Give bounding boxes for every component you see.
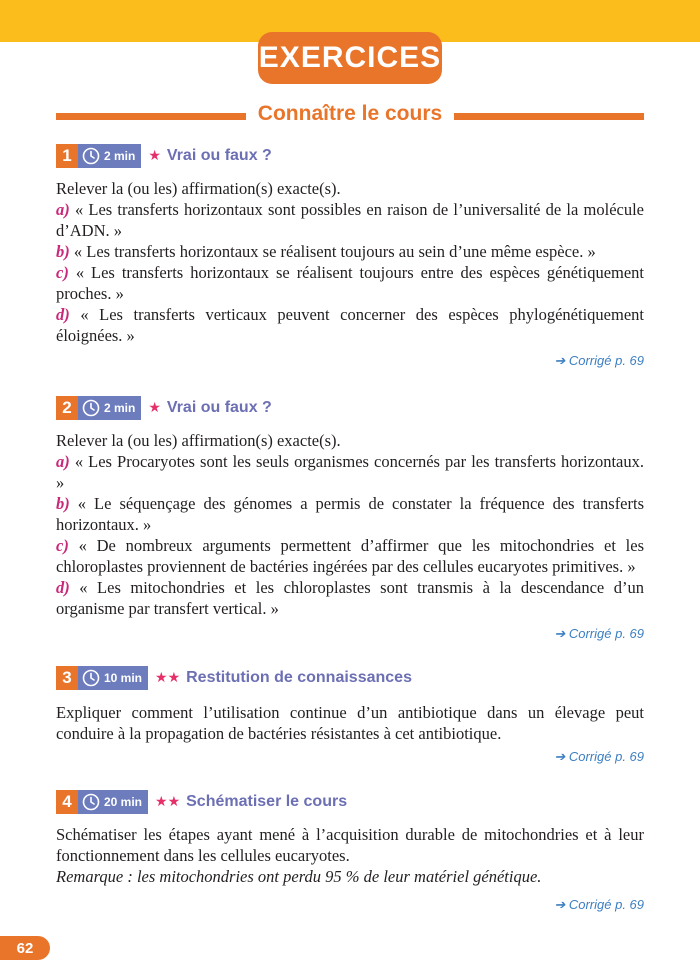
difficulty-stars: ★★ — [155, 794, 181, 810]
option-text: « Le séquençage des génomes a permis de constater la fréquence des transferts horizontaux. » — [56, 494, 645, 534]
option-label: b) — [56, 494, 70, 513]
option-label: b) — [56, 242, 70, 261]
option-d — [56, 304, 644, 346]
exercise-instruction: Relever la (ou les) affirmation(s) exacte(s). — [56, 431, 341, 450]
option-text: « Les transferts verticaux peuvent concerner des espèces phylogénétiquement éloignées. » — [56, 305, 644, 345]
exercise-number: 2 — [56, 396, 78, 420]
exercise-text: Schématiser les étapes ayant mené à l’acquisition durable de mitochondries et à leur fonctionnement dans les cellules eucaryotes. — [56, 825, 644, 865]
chapter-banner: EXERCICES — [258, 32, 442, 84]
exercise-title: Vrai ou faux ? — [166, 399, 272, 416]
clock-icon — [82, 147, 100, 165]
exercise-4-body — [56, 824, 644, 887]
option-a — [56, 199, 644, 241]
time-label: 2 min — [104, 149, 136, 163]
time-badge — [78, 790, 148, 814]
corrige-link[interactable]: ➔ Corrigé p. 69 — [554, 626, 644, 641]
exercise-3-body — [56, 702, 644, 744]
option-d — [56, 577, 644, 619]
exercise-2-header — [56, 396, 272, 420]
option-label: d) — [56, 305, 70, 324]
option-text: « Les Procaryotes sont les seuls organismes concernés par les transferts horizontaux. » — [56, 452, 644, 492]
option-text: « Les transferts horizontaux se réalisent toujours au sein d’une même espèce. » — [73, 242, 596, 261]
clock-icon — [82, 793, 100, 811]
exercise-title: Restitution de connaissances — [186, 669, 412, 686]
option-label: a) — [56, 452, 70, 471]
option-text: « Les transferts horizontaux sont possibles en raison de l’universalité de la molécule d’ADN. » — [56, 200, 645, 240]
clock-icon — [82, 669, 100, 687]
section-rule-right — [454, 113, 644, 120]
exercise-title: Vrai ou faux ? — [166, 147, 272, 164]
time-label: 10 min — [104, 671, 143, 685]
section-header — [56, 100, 644, 134]
option-text: « De nombreux arguments permettent d’affirmer que les mitochondries et les chloroplastes proviennent de bactéries ingérées par des cellules eucaryotes primitives. » — [56, 536, 645, 576]
option-text: « Les transferts horizontaux se réalisent toujours entre des espèces génétiquement proches. » — [56, 263, 645, 303]
option-c — [56, 262, 644, 304]
difficulty-stars: ★ — [148, 400, 161, 416]
time-badge — [78, 144, 141, 168]
clock-icon — [82, 399, 100, 417]
time-label: 2 min — [104, 401, 136, 415]
difficulty-stars: ★ — [148, 148, 161, 164]
exercise-3-header — [56, 666, 412, 690]
exercise-number: 3 — [56, 666, 78, 690]
corrige-link[interactable]: ➔ Corrigé p. 69 — [554, 749, 644, 764]
exercise-title: Schématiser le cours — [186, 793, 348, 810]
option-b — [56, 493, 644, 535]
exercise-number: 4 — [56, 790, 78, 814]
exercise-1-header — [56, 144, 272, 168]
exercise-2-body — [56, 430, 644, 619]
time-badge — [78, 396, 141, 420]
corrige-link[interactable]: ➔ Corrigé p. 69 — [554, 897, 644, 912]
page-number: 62 — [0, 936, 50, 960]
difficulty-stars: ★★ — [155, 670, 181, 686]
exercise-instruction: Relever la (ou les) affirmation(s) exacte(s). — [56, 179, 341, 198]
option-text: « Les mitochondries et les chloroplastes sont transmis à la descendance d’un organisme par transfert vertical. » — [56, 578, 645, 618]
corrige-link[interactable]: ➔ Corrigé p. 69 — [554, 353, 644, 368]
time-label: 20 min — [104, 795, 143, 809]
option-label: c) — [56, 536, 69, 555]
option-label: d) — [56, 578, 70, 597]
exercise-number: 1 — [56, 144, 78, 168]
exercise-remark: Remarque : les mitochondries ont perdu 95 % de leur matériel génétique. — [56, 867, 542, 886]
option-label: a) — [56, 200, 70, 219]
option-b — [56, 241, 644, 262]
section-title: Connaître le cours — [257, 102, 443, 125]
option-c — [56, 535, 644, 577]
exercise-1-body — [56, 178, 644, 346]
option-a — [56, 451, 644, 493]
exercise-text: Expliquer comment l’utilisation continue d’un antibiotique dans un élevage peut conduire à la propagation de bactéries résistantes à cet antibiotique. — [56, 703, 644, 743]
option-label: c) — [56, 263, 69, 282]
exercise-4-header — [56, 790, 347, 814]
time-badge — [78, 666, 148, 690]
